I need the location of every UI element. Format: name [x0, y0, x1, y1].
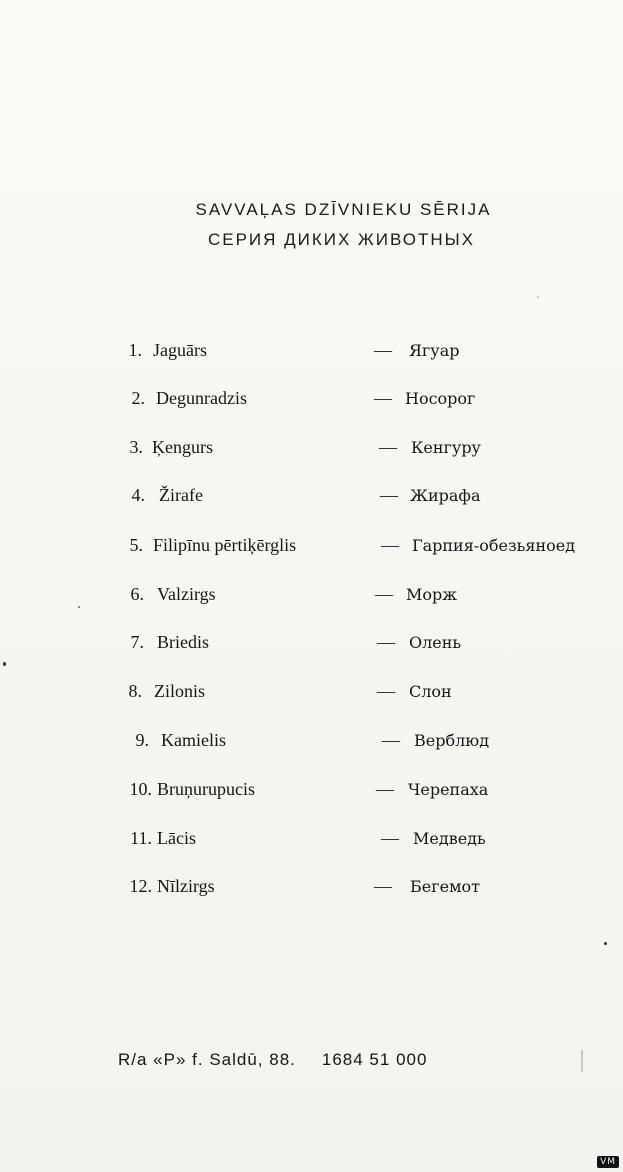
list-item — [0, 632, 623, 658]
list-item — [0, 485, 623, 511]
item-dash: — — [374, 340, 392, 360]
item-name-russian: Олень — [409, 633, 462, 652]
item-name-latvian: Lācis — [157, 828, 196, 848]
item-number: 4. — [131, 485, 145, 505]
item-name-latvian: Ķengurs — [152, 437, 213, 457]
ink-speck — [78, 606, 80, 608]
scanner-watermark: VM — [597, 1156, 619, 1168]
item-dash: — — [379, 437, 397, 457]
item-name-russian: Медведь — [413, 829, 486, 848]
list-item — [0, 730, 623, 756]
list-item — [0, 681, 623, 707]
item-number: 12. — [129, 876, 152, 896]
item-name-latvian: Jaguārs — [153, 340, 207, 360]
item-name-russian: Морж — [406, 585, 457, 604]
publisher-imprint: R/a «P» f. Saldū, 88. — [118, 1050, 296, 1069]
item-number: 5. — [129, 535, 143, 555]
item-name-latvian: Bruņurupucis — [157, 779, 255, 799]
item-name-russian: Черепаха — [408, 780, 489, 799]
item-dash: — — [381, 535, 399, 555]
list-item — [0, 437, 623, 463]
item-dash: — — [376, 779, 394, 799]
item-name-latvian: Briedis — [157, 632, 209, 652]
item-number: 10. — [129, 779, 152, 799]
item-name-latvian: Nīlzirgs — [157, 876, 215, 896]
paper-mark — [581, 1050, 583, 1072]
ink-speck — [537, 296, 539, 298]
item-dash: — — [377, 632, 395, 652]
item-number: 3. — [129, 437, 143, 457]
item-dash: — — [382, 730, 400, 750]
item-number: 9. — [135, 730, 149, 750]
item-name-russian: Кенгуру — [411, 438, 481, 457]
item-name-russian: Носорог — [405, 389, 476, 408]
list-item — [0, 584, 623, 610]
item-name-russian: Бегемот — [410, 877, 481, 896]
list-item — [0, 876, 623, 902]
item-number: 2. — [131, 388, 145, 408]
item-name-latvian: Žirafe — [159, 485, 203, 505]
title-russian: СЕРИЯ ДИКИХ ЖИВОТНЫХ — [207, 230, 476, 249]
item-name-latvian: Valzirgs — [157, 584, 216, 604]
item-name-russian: Слон — [409, 682, 452, 701]
title-latvian: SAVVAĻAS DZĪVNIEKU SĒRIJA — [195, 200, 492, 219]
item-number: 7. — [130, 632, 144, 652]
item-name-latvian: Zilonis — [154, 681, 206, 701]
list-item — [0, 388, 623, 414]
item-number: 6. — [130, 584, 144, 604]
item-dash: — — [374, 388, 392, 408]
item-number: 8. — [128, 681, 142, 701]
list-item — [0, 340, 623, 366]
item-dash: — — [374, 876, 392, 896]
item-name-russian: Жирафа — [410, 486, 481, 505]
item-dash: — — [380, 485, 398, 505]
item-name-russian: Гарпия-обезьяноед — [412, 536, 576, 555]
item-dash: — — [381, 828, 399, 848]
ink-speck — [604, 942, 607, 945]
imprint-line — [118, 1050, 427, 1070]
item-name-russian: Ягуар — [409, 341, 460, 360]
item-name-latvian: Degunradzis — [156, 388, 247, 408]
item-number: 1. — [128, 340, 142, 360]
item-name-russian: Верблюд — [414, 731, 490, 750]
list-item — [0, 828, 623, 854]
catalog-code: 1684 51 000 — [321, 1050, 428, 1069]
item-dash: — — [375, 584, 393, 604]
list-item — [0, 779, 623, 805]
ink-speck — [3, 662, 6, 666]
list-item — [0, 535, 623, 561]
item-dash: — — [377, 681, 395, 701]
item-number: 11. — [130, 828, 152, 848]
item-name-latvian: Filipīnu pērtiķērglis — [153, 535, 297, 555]
item-name-latvian: Kamielis — [161, 730, 226, 750]
